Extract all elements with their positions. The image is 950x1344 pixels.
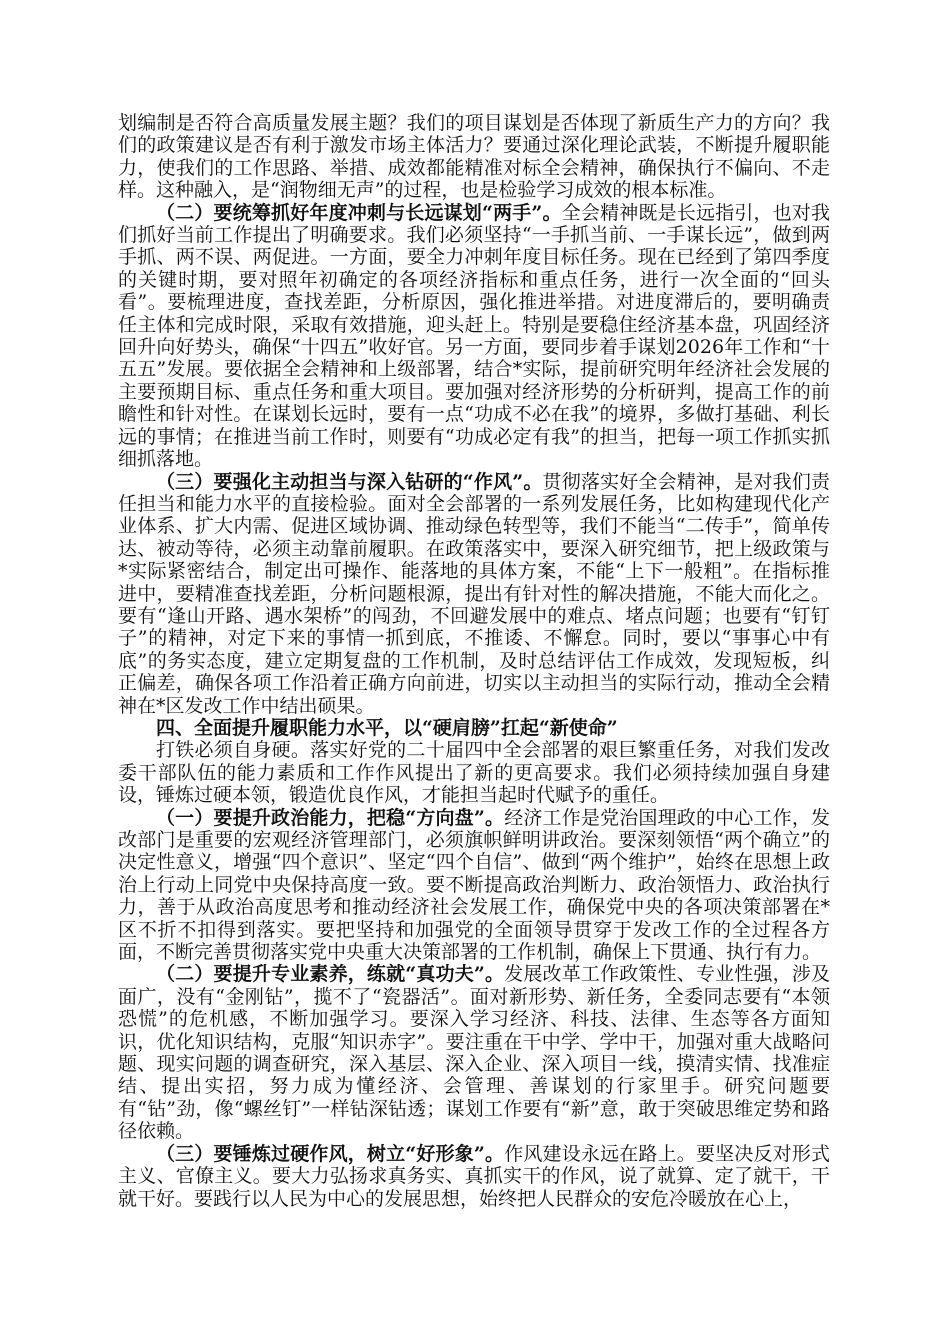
paragraph-intro <box>118 739 830 806</box>
paragraph-continuation <box>118 112 830 202</box>
paragraph-subsection-1 <box>118 807 830 964</box>
paragraph-text: 全会精神既是长远指引，也对我们抓好当前工作提出了明确要求。我们必须坚持“一手抓当前、一手谋长远”，做到两手抓、两不误、两促进。一方面，要全力冲刺年度目标任务。现在已经到了第四季度的关键时期，要对照年初确定的各项经济指标和重点任务，进行一次全面的“回头看”。要梳理进度，查找差距，分析原因，强化推进举措。对进度滞后的，要明确责任主体和完成时限，采取有效措施，迎头赶上。特别是要稳住经济基本盘，巩固经济回升向好势头，确保“十四五”收好官。另一方面，要同步着手谋划2026年工作和“十五五”发展。要依据全会精神和上级部署，结合*实际，提前研究明年经济社会发展的主要预期目标、重点任务和重大项目。要加强对经济形势的分析研判，提高工作的前瞻性和针对性。在谋划长远时，要有一点“功成不必在我”的境界，多做打基础、利长远的事情；在推进当前工作时，则要有“功成必定有我”的担当，把每一项工作抓实抓细抓落地。 <box>118 201 830 471</box>
paragraph-lead-heading: （二）要提升专业素养，练就“真功夫”。 <box>156 963 505 986</box>
paragraph-text: 作风建设永远在路上。要坚决反对形式主义、官僚主义。要大力弘扬求真务实、真抓实干的作风，说了就算、定了就干，干就干好。要践行以人民为中心的发展思想，始终把人民群众的安危冷暖放在心上， <box>118 1142 830 1210</box>
paragraph-section-2 <box>118 202 830 471</box>
paragraph-text: 发展改革工作政策性、专业性强，涉及面广，没有“金刚钻”，揽不了“瓷器活”。面对新形势、新任务，全委同志要有“本领恐慌”的危机感，不断加强学习。要深入学习经济、科技、法律、生态等各方面知识，优化知识结构，克服“知识赤字”。要注重在干中学、学中干，加强对重大战略问题、现实问题的调查研究，深入基层、深入企业、深入项目一线，摸清实情、找准症结、提出实招，努力成为懂经济、会管理、善谋划的行家里手。研究问题要有“钻”劲，像“螺丝钉”一样钻深钻透；谋划工作要有“新”意，敢于突破思维定势和路径依赖。 <box>118 963 830 1143</box>
section-heading-4: 四、全面提升履职能力水平，以“硬肩膀”扛起“新使命” <box>156 716 618 739</box>
paragraph-text: 经济工作是党治国理政的中心工作，发改部门是重要的宏观经济管理部门，必须旗帜鲜明讲政治。要深刻领悟“两个确立”的决定性意义，增强“四个意识”、坚定“四个自信”、做到“两个维护”，始终在思想上政治上行动上同党中央保持高度一致。要不断提高政治判断力、政治领悟力、政治执行力，善于从政治高度思考和推动经济社会发展工作，确保党中央的各项决策部署在*区不折不扣得到落实。要把坚持和加强党的全面领导贯穿于发改工作的全过程各方面，不断完善贯彻落实党中央重大决策部署的工作机制，确保上下贯通、执行有力。 <box>118 806 830 964</box>
paragraph-text: 打铁必须自身硬。落实好党的二十届四中全会部署的艰巨繁重任务，对我们发改委干部队伍的能力素质和工作作风提出了新的更高要求。我们必须持续加强自身建设，锤炼过硬本领，锻造优良作风，才能担当起时代赋予的重任。 <box>118 739 830 807</box>
paragraph-lead-heading: （二）要统筹抓好年度冲刺与长远谋划“两手”。 <box>156 201 562 224</box>
paragraph-lead-heading: （三）要锤炼过硬作风，树立“好形象”。 <box>156 1142 505 1165</box>
paragraph-lead-heading: （三）要强化主动担当与深入钻研的“作风”。 <box>156 470 543 493</box>
paragraph-lead-heading: （一）要提升政治能力，把稳“方向盘”。 <box>156 806 505 829</box>
paragraph-subsection-3 <box>118 1143 830 1210</box>
paragraph-section-3 <box>118 471 830 717</box>
paragraph-text: 划编制是否符合高质量发展主题？我们的项目谋划是否体现了新质生产力的方向？我们的政策建议是否有利于激发市场主体活力？要通过深化理论武装，不断提升履职能力，使我们的工作思路、举措、成效都能精准对标全会精神，确保执行不偏向、不走样。这种融入，是“润物细无声”的过程，也是检验学习成效的根本标准。 <box>118 112 830 202</box>
document-page <box>118 112 830 1210</box>
paragraph-subsection-2 <box>118 963 830 1142</box>
paragraph-text: 贯彻落实好全会精神，是对我们责任担当和能力水平的直接检验。面对全会部署的一系列发展任务，比如构建现代化产业体系、扩大内需、促进区域协调、推动绿色转型等，我们不能当“二传手”，简单传达、被动等待，必须主动靠前履职。在政策落实中，要深入研究细节，把上级政策与*实际紧密结合，制定出可操作、能落地的具体方案，不能“上下一般粗”。在指标推进中，要精准查找差距，分析问题根源，提出有针对性的解决措施，不能大而化之。要有“逢山开路、遇水架桥”的闯劲，不回避发展中的难点、堵点问题；也要有“钉钉子”的精神，对定下来的事情一抓到底，不推诿、不懈怠。同时，要以“事事心中有底”的务实态度，建立定期复盘的工作机制，及时总结评估工作成效，发现短板，纠正偏差，确保各项工作沿着正确方向前进，切实以主动担当的实际行动，推动全会精神在*区发改工作中结出硕果。 <box>118 470 830 717</box>
